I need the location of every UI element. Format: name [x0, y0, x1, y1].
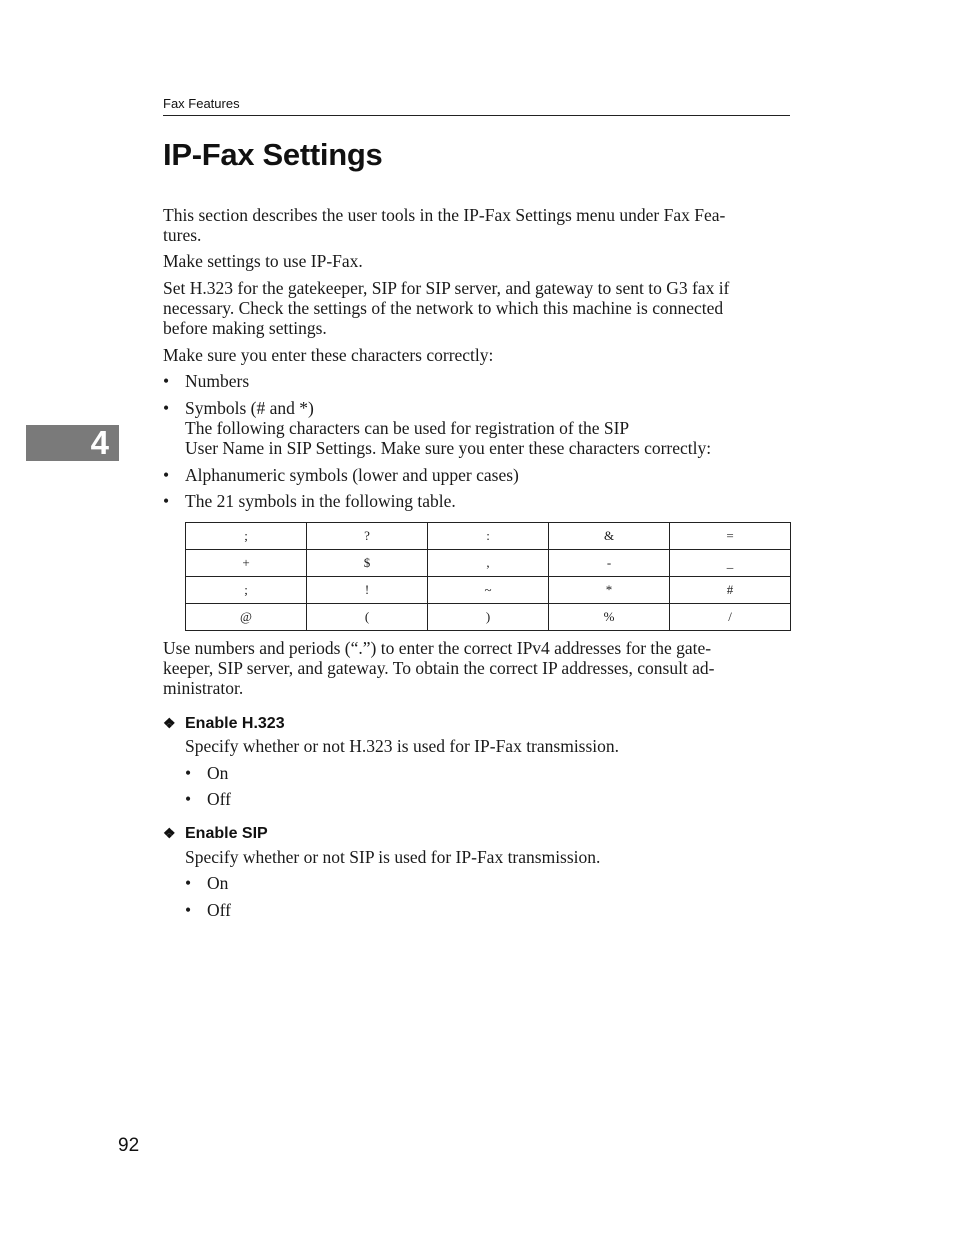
text-line: tures. [163, 225, 202, 245]
bullet-text: Alphanumeric symbols (lower and upper cases) [185, 465, 519, 485]
table-row [186, 523, 791, 550]
table-cell: ? [307, 523, 428, 550]
section-heading-enable-sip [163, 825, 268, 843]
table-cell: $ [307, 550, 428, 577]
text-line: ministrator. [163, 678, 244, 698]
table-cell: : [428, 523, 549, 550]
table-cell: % [549, 604, 670, 631]
text-line: Use numbers and periods (“.”) to enter the correct IPv4 addresses for the gate- [163, 638, 712, 658]
table-cell: ) [428, 604, 549, 631]
chapter-tab [26, 425, 119, 461]
table-cell: ; [186, 577, 307, 604]
text-line: keeper, SIP server, and gateway. To obtain the correct IP addresses, consult ad- [163, 658, 715, 678]
table-row [186, 604, 791, 631]
bullet-text: On [207, 763, 229, 783]
chapter-number: 4 [90, 424, 109, 461]
intro-paragraph-4: Make sure you enter these characters correctly: [163, 345, 494, 365]
text-line: before making settings. [163, 318, 327, 338]
text-line: The following characters can be used for registration of the SIP [185, 418, 630, 438]
intro-paragraph-1 [163, 205, 790, 245]
table-cell: ; [186, 523, 307, 550]
table-cell: , [428, 550, 549, 577]
bullet-icon: • [163, 491, 170, 511]
bullet-text: Numbers [185, 371, 250, 391]
bullet-icon: • [163, 398, 170, 418]
diamond-icon: ❖ [163, 825, 176, 841]
bullet-text: Symbols (# and *) [185, 398, 314, 418]
table-cell: @ [186, 604, 307, 631]
running-head: Fax Features [163, 96, 240, 111]
bullet-icon: • [163, 371, 170, 391]
text-line: Set H.323 for the gatekeeper, SIP for SIP server, and gateway to sent to G3 fax if [163, 278, 730, 298]
section-heading-enable-h323 [163, 715, 285, 733]
table-cell: _ [670, 550, 791, 577]
table-row [186, 577, 791, 604]
bullet-icon: • [185, 900, 192, 920]
section-heading-text: Enable SIP [185, 825, 268, 842]
table-cell: - [549, 550, 670, 577]
table-cell: # [670, 577, 791, 604]
page-number: 92 [118, 1135, 140, 1156]
bullet-text: The 21 symbols in the following table. [185, 491, 456, 511]
table-cell: ! [307, 577, 428, 604]
table-cell: ( [307, 604, 428, 631]
section-heading-text: Enable H.323 [185, 715, 285, 732]
table-cell: ~ [428, 577, 549, 604]
bullet-icon: • [163, 465, 170, 485]
table-cell: * [549, 577, 670, 604]
text-line: This section describes the user tools in the IP-Fax Settings menu under Fax Fea- [163, 205, 726, 225]
intro-paragraph-3 [163, 278, 790, 338]
table-cell: / [670, 604, 791, 631]
symbols-note [185, 418, 790, 458]
ip-address-paragraph [163, 638, 790, 698]
diamond-icon: ❖ [163, 715, 176, 731]
bullet-icon: • [185, 873, 192, 893]
table-cell: & [549, 523, 670, 550]
page-title: IP-Fax Settings [163, 137, 383, 172]
bullet-icon: • [185, 789, 192, 809]
header-rule [163, 115, 790, 116]
section-description: Specify whether or not H.323 is used for IP-Fax transmission. [185, 736, 620, 756]
bullet-icon: • [185, 763, 192, 783]
intro-paragraph-2: Make settings to use IP-Fax. [163, 251, 363, 271]
bullet-text: On [207, 873, 229, 893]
bullet-text: Off [207, 789, 231, 809]
table-cell: = [670, 523, 791, 550]
section-description: Specify whether or not SIP is used for IP-Fax transmission. [185, 847, 601, 867]
text-line: necessary. Check the settings of the network to which this machine is connected [163, 298, 724, 318]
symbol-table [185, 522, 791, 631]
table-cell: + [186, 550, 307, 577]
bullet-text: Off [207, 900, 231, 920]
table-row [186, 550, 791, 577]
text-line: User Name in SIP Settings. Make sure you enter these characters correctly: [185, 438, 712, 458]
